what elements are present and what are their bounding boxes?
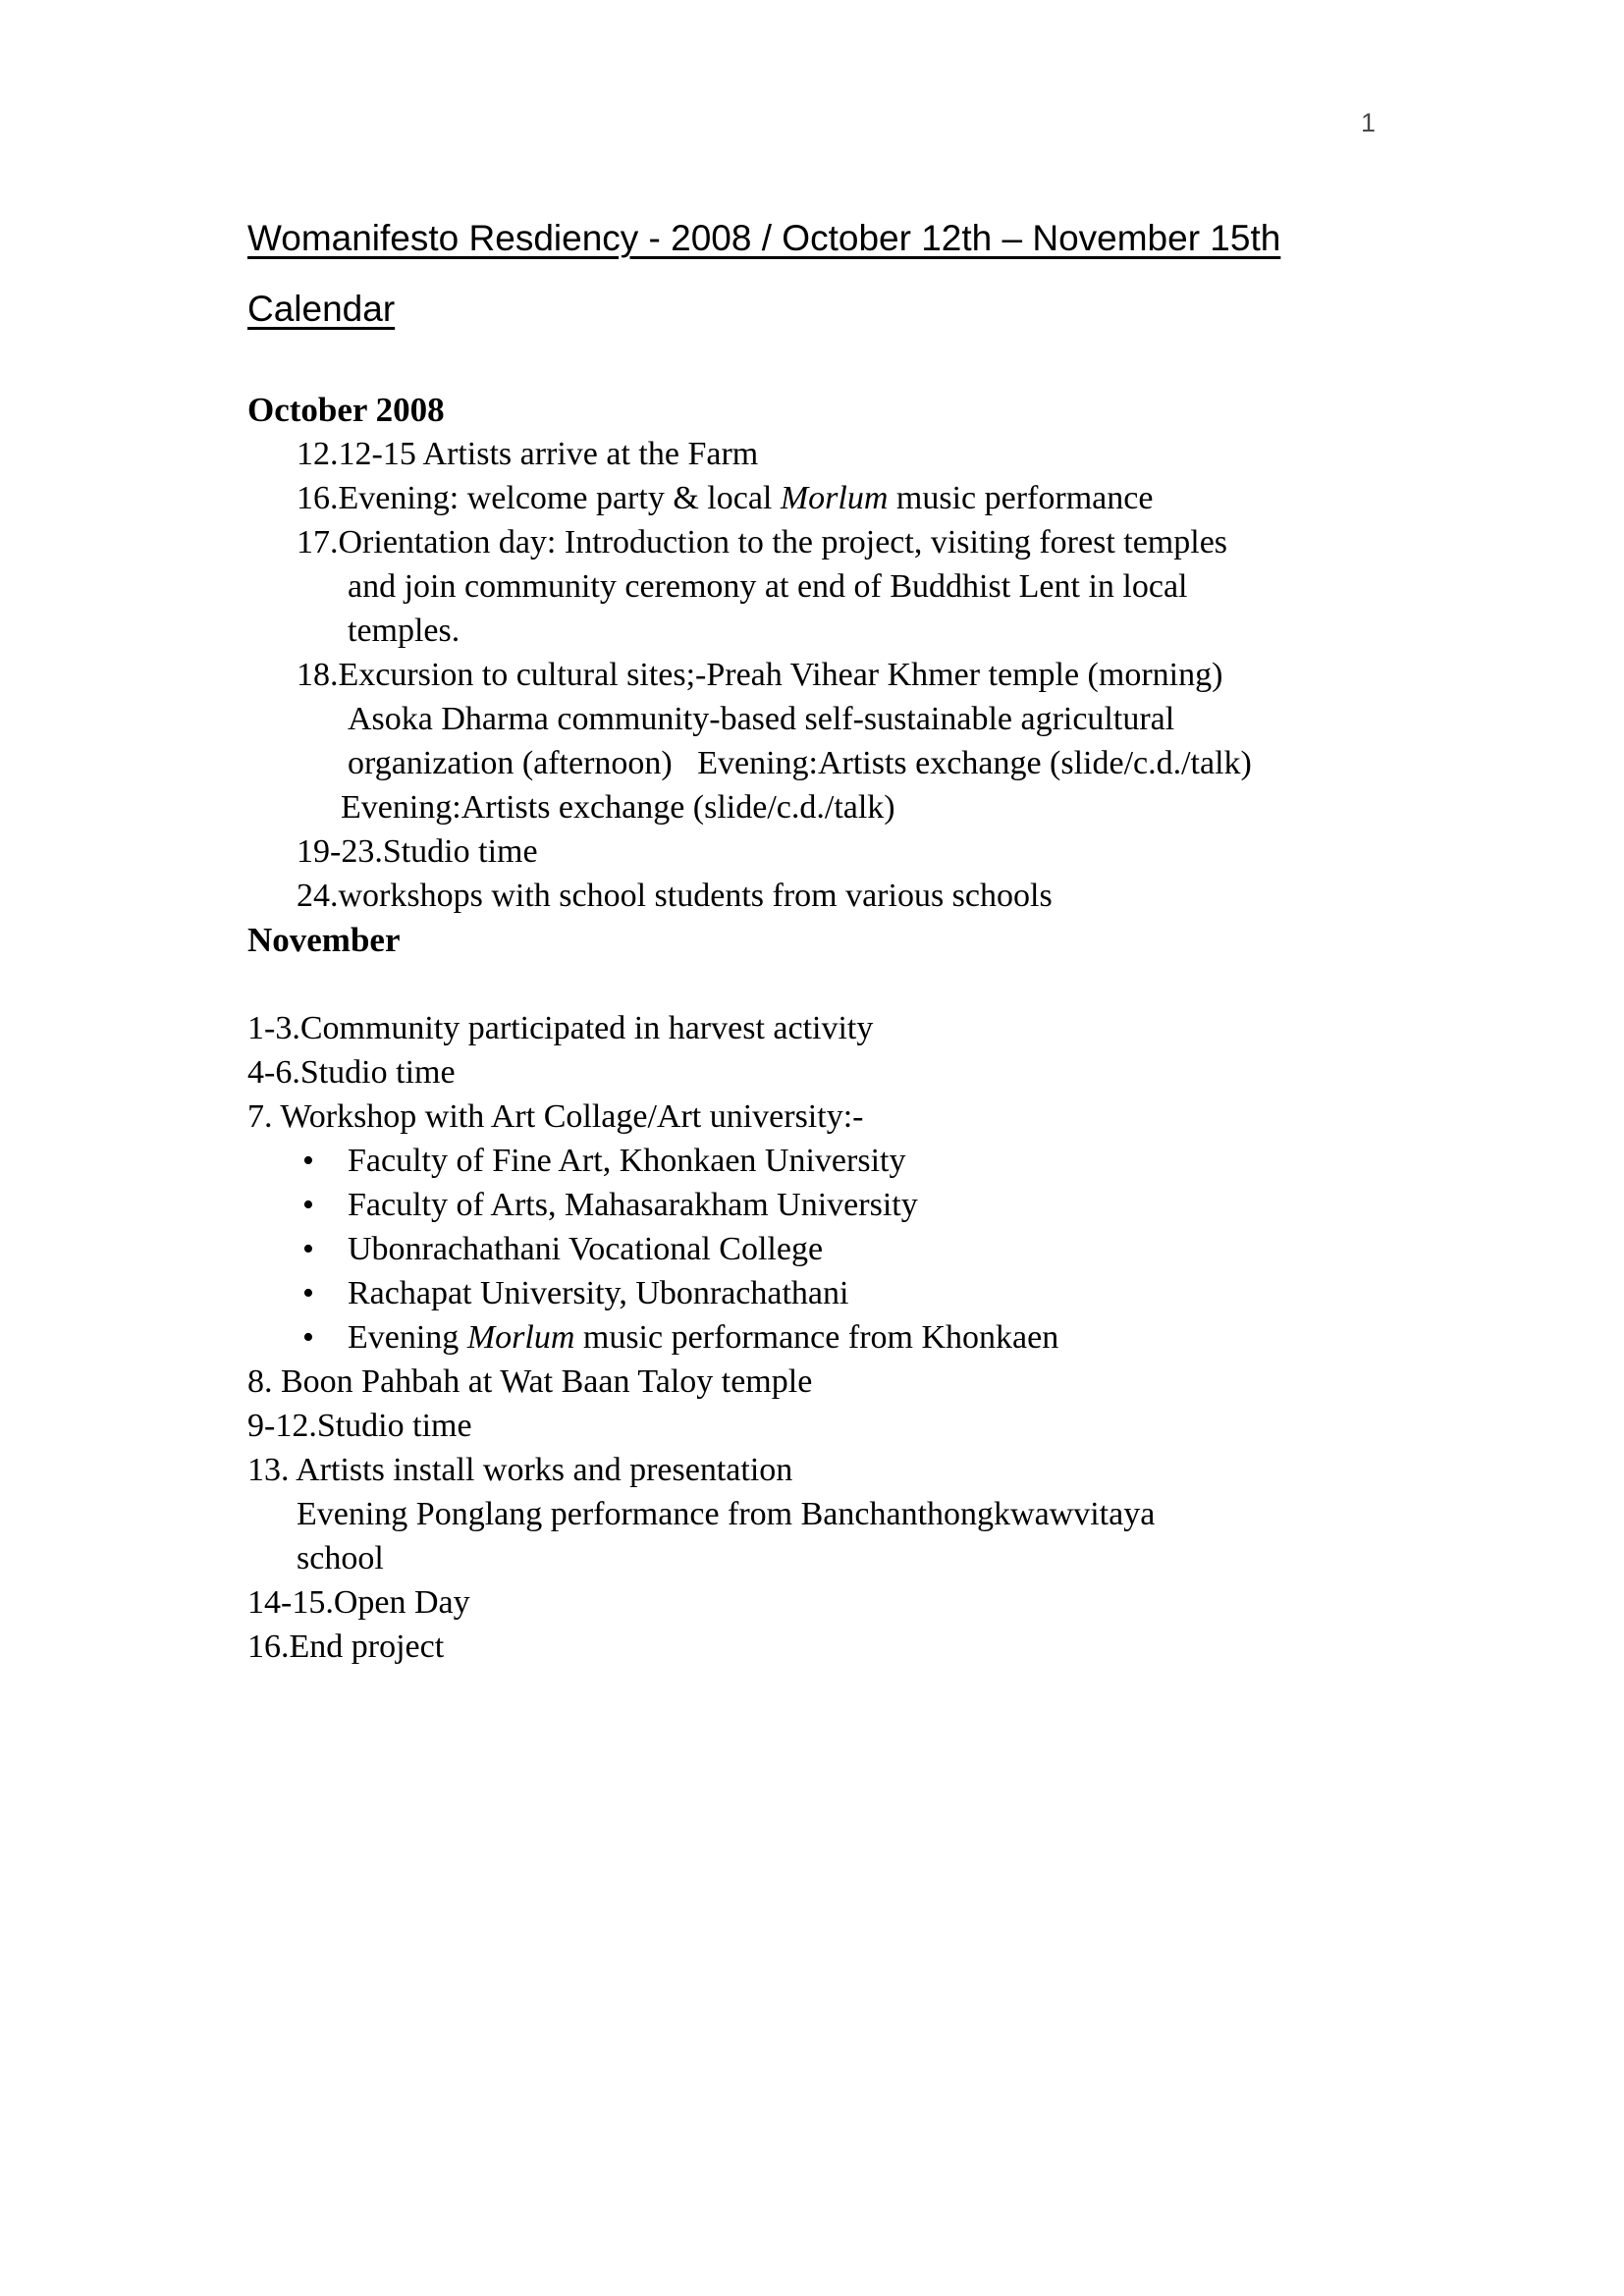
- bullet-icon: •: [302, 1187, 314, 1223]
- text-run: music performance: [888, 480, 1154, 516]
- list-item-nov-1-3: 1-3.Community participated in harvest activity: [247, 1010, 874, 1046]
- list-item-oct-24: 24.workshops with school students from various schools: [297, 878, 1053, 914]
- document-title: Womanifesto Resdiency - 2008 / October 12th – November 15th: [247, 218, 1281, 258]
- bullet-item: [302, 1227, 1624, 1271]
- list-item-nov-13-cont: Evening Ponglang performance from Banchanthongkwawvitaya: [297, 1496, 1156, 1532]
- list-item-oct-18: 18.Excursion to cultural sites;-Preah Vihear Khmer temple (morning): [297, 657, 1223, 693]
- list-item-oct-17-cont: and join community ceremony at end of Buddhist Lent in local: [348, 568, 1188, 605]
- list-item-oct-12: 12.12-15 Artists arrive at the Farm: [297, 436, 759, 472]
- list-item-nov-13-cont: school: [297, 1540, 384, 1576]
- list-item-oct-17-cont: temples.: [348, 613, 460, 649]
- bullet-item-label: Faculty of Arts, Mahasarakham University: [348, 1187, 918, 1223]
- list-item-oct-19-23: 19-23.Studio time: [297, 833, 538, 870]
- italic-morlum: Morlum: [780, 480, 889, 516]
- list-item-oct-17: 17.Orientation day: Introduction to the project, visiting forest temples: [297, 524, 1228, 561]
- document-body: [247, 388, 1624, 1669]
- text-run: Evening: [348, 1319, 467, 1356]
- list-item-nov-16: 16.End project: [247, 1629, 445, 1665]
- page-number: 1: [1361, 108, 1377, 137]
- bullet-item-label: Rachapat University, Ubonrachathani: [348, 1275, 849, 1311]
- bullet-icon: •: [302, 1231, 314, 1267]
- list-item-nov-7: 7. Workshop with Art Collage/Art university:-: [247, 1098, 864, 1135]
- bullet-item-label: Ubonrachathani Vocational College: [348, 1231, 824, 1267]
- list-item-oct-16: [297, 476, 1624, 520]
- list-item-oct-18-cont: organization (afternoon) Evening:Artists exchange (slide/c.d./talk): [348, 745, 1252, 781]
- bullet-item: [302, 1271, 1624, 1315]
- bullet-icon: •: [302, 1319, 314, 1356]
- bullet-item: [302, 1315, 1624, 1360]
- text-run: 16.Evening: welcome party & local: [297, 480, 781, 516]
- list-item-oct-18-cont: Evening:Artists exchange (slide/c.d./talk): [341, 789, 895, 826]
- list-item-oct-18-cont: Asoka Dharma community-based self-sustainable agricultural: [348, 701, 1175, 737]
- italic-morlum: Morlum: [466, 1319, 575, 1356]
- list-item-nov-9-12: 9-12.Studio time: [247, 1408, 472, 1444]
- bullet-icon: •: [302, 1275, 314, 1311]
- list-item-nov-8: 8. Boon Pahbah at Wat Baan Taloy temple: [247, 1363, 813, 1400]
- november-section-heading: November: [247, 921, 401, 959]
- list-item-nov-14-15: 14-15.Open Day: [247, 1584, 470, 1621]
- bullet-item: [302, 1139, 1624, 1183]
- blank-line: [247, 962, 1624, 1006]
- bullet-icon: •: [302, 1143, 314, 1179]
- october-section-heading: October 2008: [247, 391, 445, 429]
- list-item-nov-4-6: 4-6.Studio time: [247, 1054, 456, 1091]
- text-run: music performance from Khonkaen: [574, 1319, 1059, 1356]
- bullet-item-label: [348, 1319, 1058, 1356]
- calendar-heading: Calendar: [247, 289, 396, 329]
- list-item-nov-13: 13. Artists install works and presentation: [247, 1452, 793, 1488]
- bullet-item-label: Faculty of Fine Art, Khonkaen University: [348, 1143, 906, 1179]
- bullet-item: [302, 1183, 1624, 1227]
